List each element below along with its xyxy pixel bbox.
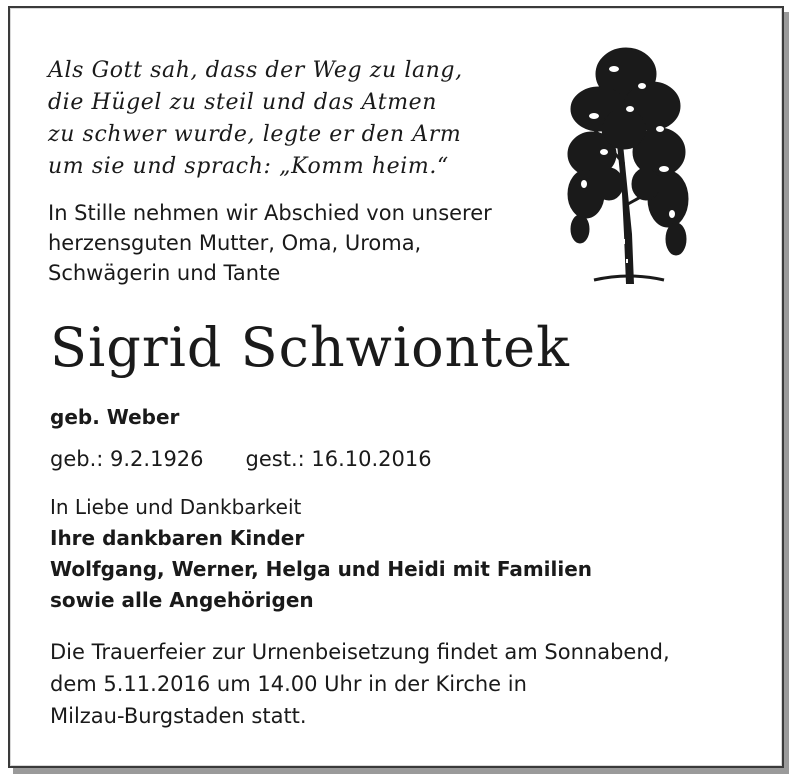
poem-line: zu schwer wurde, legte er den Arm	[48, 122, 462, 147]
ceremony-line: Die Trauerfeier zur Urnenbeisetzung findet am Sonnabend,	[50, 640, 670, 664]
ceremony-info	[50, 636, 670, 732]
ceremony-line: Milzau-Burgstaden statt.	[50, 704, 307, 728]
family-line: Ihre dankbaren Kinder	[50, 526, 305, 550]
family-intro: In Liebe und Dankbarkeit	[50, 495, 302, 519]
death-date: gest.: 16.10.2016	[245, 447, 432, 471]
poem-line: um sie und sprach: „Komm heim.“	[48, 154, 449, 179]
poem	[48, 55, 568, 183]
intro-line: Schwägerin und Tante	[48, 261, 281, 285]
life-dates	[50, 447, 432, 471]
birth-name: geb. Weber	[50, 405, 180, 429]
family-line: sowie alle Angehörigen	[50, 588, 314, 612]
poem-line: Als Gott sah, dass der Weg zu lang,	[48, 58, 463, 83]
family-line: Wolfgang, Werner, Helga und Heidi mit Familien	[50, 557, 593, 581]
birch-tree-icon	[564, 34, 694, 284]
ceremony-line: dem 5.11.2016 um 14.00 Uhr in der Kirche in	[50, 672, 527, 696]
birth-date: geb.: 9.2.1926	[50, 447, 204, 471]
deceased-name: Sigrid Schwiontek	[50, 316, 570, 379]
intro-line: In Stille nehmen wir Abschied von unserer	[48, 201, 492, 225]
family-signature	[50, 492, 592, 616]
intro-line: herzensguten Mutter, Oma, Uroma,	[48, 231, 422, 255]
intro-text	[48, 198, 568, 288]
poem-line: die Hügel zu steil und das Atmen	[48, 90, 438, 115]
